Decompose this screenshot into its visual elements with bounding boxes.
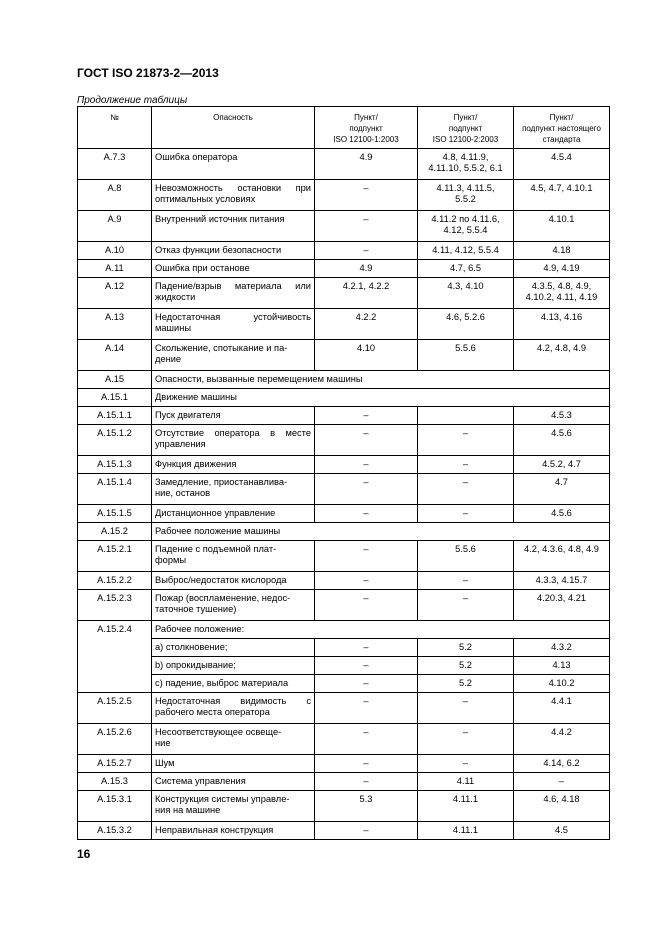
clause-iso-12100-1-cell: – — [315, 693, 418, 724]
clause-iso-12100-2-cell: 4.11 — [418, 773, 514, 791]
table-row — [78, 242, 610, 260]
hazard-cell: Невозможность остановки при оптимальных условиях — [152, 180, 315, 211]
hazard-cell: Система управления — [152, 773, 315, 791]
clause-this-standard-cell: 4.5.3 — [514, 407, 610, 425]
clause-iso-12100-1-cell: – — [315, 425, 418, 456]
row-number: A.15.2.3 — [78, 590, 152, 621]
hazard-cell: Опасности, вызванные перемещением машины — [152, 371, 610, 389]
row-number: A.15.2.2 — [78, 572, 152, 590]
clause-this-standard-cell: 4.10.2 — [514, 675, 610, 693]
hazard-cell: Отказ функции безопасности — [152, 242, 315, 260]
header-clause-iso-12100-2: Пункт/ подпункт ISO 12100-2:2003 — [418, 107, 514, 149]
hazard-cell: Движение машины — [152, 389, 610, 407]
row-number: A.15.1.2 — [78, 425, 152, 456]
header-clause-iso-12100-1: Пункт/ подпункт ISO 12100-1:2003 — [315, 107, 418, 149]
clause-iso-12100-2-cell: 4.11.1 — [418, 822, 514, 840]
hazard-cell: Ошибка при останове — [152, 260, 315, 278]
table-row — [78, 180, 610, 211]
hazard-cell: Падение с подъемной плат- формы — [152, 541, 315, 572]
clause-iso-12100-1-cell: – — [315, 822, 418, 840]
row-number: A.15.2.7 — [78, 755, 152, 773]
row-number: A.14 — [78, 340, 152, 371]
clause-iso-12100-1-cell: – — [315, 590, 418, 621]
clause-iso-12100-2-cell: – — [418, 572, 514, 590]
hazard-cell: Недостаточная устойчивость машины — [152, 309, 315, 340]
clause-iso-12100-2-cell: – — [418, 724, 514, 755]
table-row — [78, 755, 610, 773]
table-row — [78, 791, 610, 822]
clause-this-standard-cell: 4.4.1 — [514, 693, 610, 724]
hazard-cell: Функция движения — [152, 456, 315, 474]
table-row — [78, 389, 610, 407]
clause-this-standard-cell: 4.2, 4.8, 4.9 — [514, 340, 610, 371]
table-row — [78, 621, 610, 639]
clause-iso-12100-2-cell: – — [418, 693, 514, 724]
clause-iso-12100-1-cell: 5.3 — [315, 791, 418, 822]
clause-iso-12100-1-cell: – — [315, 773, 418, 791]
hazard-cell: Падение/взрыв материала или жидкости — [152, 278, 315, 309]
hazard-cell: Неправильная конструкция — [152, 822, 315, 840]
clause-this-standard-cell: 4.3.5, 4.8, 4.9, 4.10.2, 4.11, 4.19 — [514, 278, 610, 309]
clause-iso-12100-2-cell: – — [418, 425, 514, 456]
clause-this-standard-cell: – — [514, 773, 610, 791]
table-row — [78, 474, 610, 505]
row-number: A.13 — [78, 309, 152, 340]
row-number: A.15.2.1 — [78, 541, 152, 572]
clause-iso-12100-2-cell: 5.2 — [418, 675, 514, 693]
row-number: A.8 — [78, 180, 152, 211]
clause-iso-12100-2-cell: – — [418, 755, 514, 773]
hazard-cell: Выброс/недостаток кислорода — [152, 572, 315, 590]
clause-this-standard-cell: 4.6, 4.18 — [514, 791, 610, 822]
table-row — [78, 724, 610, 755]
clause-iso-12100-2-cell: 5.2 — [418, 639, 514, 657]
table-row — [78, 639, 610, 657]
clause-this-standard-cell: 4.4.2 — [514, 724, 610, 755]
clause-iso-12100-2-cell: 5.5.6 — [418, 541, 514, 572]
clause-iso-12100-2-cell: 4.8, 4.11.9, 4.11.10, 5.5.2, 6.1 — [418, 149, 514, 180]
clause-this-standard-cell: 4.20.3, 4.21 — [514, 590, 610, 621]
clause-this-standard-cell: 4.5.4 — [514, 149, 610, 180]
table-row — [78, 425, 610, 456]
hazard-cell: Шум — [152, 755, 315, 773]
clause-iso-12100-1-cell: 4.2.2 — [315, 309, 418, 340]
table-row — [78, 675, 610, 693]
table-row — [78, 340, 610, 371]
row-number: A.15.1.1 — [78, 407, 152, 425]
clause-iso-12100-1-cell: – — [315, 724, 418, 755]
clause-this-standard-cell: 4.13 — [514, 657, 610, 675]
row-number: A.15.2 — [78, 523, 152, 541]
document-title: ГОСТ ISO 21873-2—2013 — [77, 66, 219, 80]
clause-this-standard-cell: 4.5, 4.7, 4.10.1 — [514, 180, 610, 211]
row-number: A.12 — [78, 278, 152, 309]
clause-this-standard-cell: 4.14, 6.2 — [514, 755, 610, 773]
clause-this-standard-cell: 4.5 — [514, 822, 610, 840]
hazard-cell: Недостаточная видимость с рабочего места оператора — [152, 693, 315, 724]
clause-iso-12100-1-cell: – — [315, 211, 418, 242]
header-clause-this-standard: Пункт/ подпункт настоящего стандарта — [514, 107, 610, 149]
hazard-cell: Внутренний источник питания — [152, 211, 315, 242]
row-number: A.15.2.6 — [78, 724, 152, 755]
hazard-cell: Конструкция системы управле- ния на машине — [152, 791, 315, 822]
row-number: A.15.3.1 — [78, 791, 152, 822]
clause-iso-12100-2-cell: – — [418, 474, 514, 505]
hazard-table — [77, 106, 610, 840]
hazard-cell: b) опрокидывание; — [152, 657, 315, 675]
table-row — [78, 822, 610, 840]
clause-this-standard-cell: 4.5.6 — [514, 505, 610, 523]
hazard-cell: Ошибка оператора — [152, 149, 315, 180]
clause-this-standard-cell: 4.18 — [514, 242, 610, 260]
row-number: A.15.2.4 — [78, 621, 152, 693]
row-number: A.15.1.5 — [78, 505, 152, 523]
clause-iso-12100-2-cell: 4.3, 4.10 — [418, 278, 514, 309]
clause-this-standard-cell: 4.5.2, 4.7 — [514, 456, 610, 474]
clause-this-standard-cell: 4.9, 4.19 — [514, 260, 610, 278]
clause-iso-12100-1-cell: – — [315, 572, 418, 590]
table-row — [78, 657, 610, 675]
clause-iso-12100-1-cell: – — [315, 474, 418, 505]
row-number: A.15.3 — [78, 773, 152, 791]
clause-iso-12100-1-cell: – — [315, 541, 418, 572]
clause-iso-12100-2-cell — [418, 407, 514, 425]
table-row — [78, 407, 610, 425]
clause-iso-12100-2-cell: 4.11, 4.12, 5.5.4 — [418, 242, 514, 260]
clause-iso-12100-1-cell: – — [315, 675, 418, 693]
clause-iso-12100-1-cell: 4.2.1, 4.2.2 — [315, 278, 418, 309]
table-row — [78, 211, 610, 242]
clause-this-standard-cell: 4.13, 4.16 — [514, 309, 610, 340]
hazard-cell: Несоответствующее освеще- ние — [152, 724, 315, 755]
clause-iso-12100-2-cell: – — [418, 456, 514, 474]
clause-this-standard-cell: 4.2, 4.3.6, 4.8, 4.9 — [514, 541, 610, 572]
hazard-cell: Отсутствие оператора в месте управления — [152, 425, 315, 456]
table-body — [78, 149, 610, 840]
table-row — [78, 456, 610, 474]
clause-iso-12100-2-cell: 4.11.3, 4.11.5, 5.5.2 — [418, 180, 514, 211]
clause-iso-12100-1-cell: 4.9 — [315, 260, 418, 278]
row-number: A.15.1 — [78, 389, 152, 407]
row-number: A.15.2.5 — [78, 693, 152, 724]
clause-this-standard-cell: 4.10.1 — [514, 211, 610, 242]
hazard-cell: Рабочее положение: — [152, 621, 610, 639]
clause-iso-12100-2-cell: 4.6, 5.2.6 — [418, 309, 514, 340]
hazard-cell: Рабочее положение машины — [152, 523, 610, 541]
clause-iso-12100-2-cell: 4.7, 6.5 — [418, 260, 514, 278]
table-row — [78, 523, 610, 541]
clause-iso-12100-1-cell: – — [315, 639, 418, 657]
hazard-cell: Скольжение, спотыкание и па- дение — [152, 340, 315, 371]
row-number: A.15 — [78, 371, 152, 389]
clause-iso-12100-2-cell: – — [418, 590, 514, 621]
row-number: A.15.1.4 — [78, 474, 152, 505]
clause-iso-12100-1-cell: – — [315, 657, 418, 675]
clause-iso-12100-2-cell: – — [418, 505, 514, 523]
clause-iso-12100-1-cell: – — [315, 456, 418, 474]
row-number: A.10 — [78, 242, 152, 260]
row-number: A.11 — [78, 260, 152, 278]
hazard-cell: a) столкновение; — [152, 639, 315, 657]
clause-iso-12100-1-cell: 4.9 — [315, 149, 418, 180]
clause-iso-12100-2-cell: 5.5.6 — [418, 340, 514, 371]
table-row — [78, 590, 610, 621]
clause-iso-12100-2-cell: 5.2 — [418, 657, 514, 675]
clause-this-standard-cell: 4.5.6 — [514, 425, 610, 456]
hazard-cell: c) падение, выброс материала — [152, 675, 315, 693]
table-row — [78, 309, 610, 340]
table-row — [78, 572, 610, 590]
page-number: 16 — [77, 847, 91, 861]
row-number: A.9 — [78, 211, 152, 242]
clause-iso-12100-1-cell: – — [315, 242, 418, 260]
clause-this-standard-cell: 4.3.3, 4.15.7 — [514, 572, 610, 590]
table-row — [78, 149, 610, 180]
hazard-cell: Замедление, приостанавлива- ние, останов — [152, 474, 315, 505]
clause-iso-12100-1-cell: – — [315, 407, 418, 425]
hazard-cell: Пожар (воспламенение, недос- таточное тушение) — [152, 590, 315, 621]
table-row — [78, 278, 610, 309]
clause-this-standard-cell: 4.7 — [514, 474, 610, 505]
table-row — [78, 371, 610, 389]
table-row — [78, 773, 610, 791]
table-row — [78, 693, 610, 724]
clause-iso-12100-1-cell: – — [315, 505, 418, 523]
header-hazard: Опасность — [152, 107, 315, 149]
hazard-cell: Пуск двигателя — [152, 407, 315, 425]
clause-this-standard-cell: 4.3.2 — [514, 639, 610, 657]
table-row — [78, 505, 610, 523]
clause-iso-12100-1-cell: – — [315, 755, 418, 773]
clause-iso-12100-1-cell: 4.10 — [315, 340, 418, 371]
row-number: A.15.1.3 — [78, 456, 152, 474]
row-number: A.15.3.2 — [78, 822, 152, 840]
table-row — [78, 541, 610, 572]
table-caption: Продолжение таблицы — [77, 95, 188, 106]
clause-iso-12100-2-cell: 4.11.2 по 4.11.6, 4.12, 5.5.4 — [418, 211, 514, 242]
clause-iso-12100-2-cell: 4.11.1 — [418, 791, 514, 822]
clause-iso-12100-1-cell: – — [315, 180, 418, 211]
table-row — [78, 260, 610, 278]
header-number: № — [78, 107, 152, 149]
hazard-cell: Дистанционное управление — [152, 505, 315, 523]
row-number: A.7.3 — [78, 149, 152, 180]
